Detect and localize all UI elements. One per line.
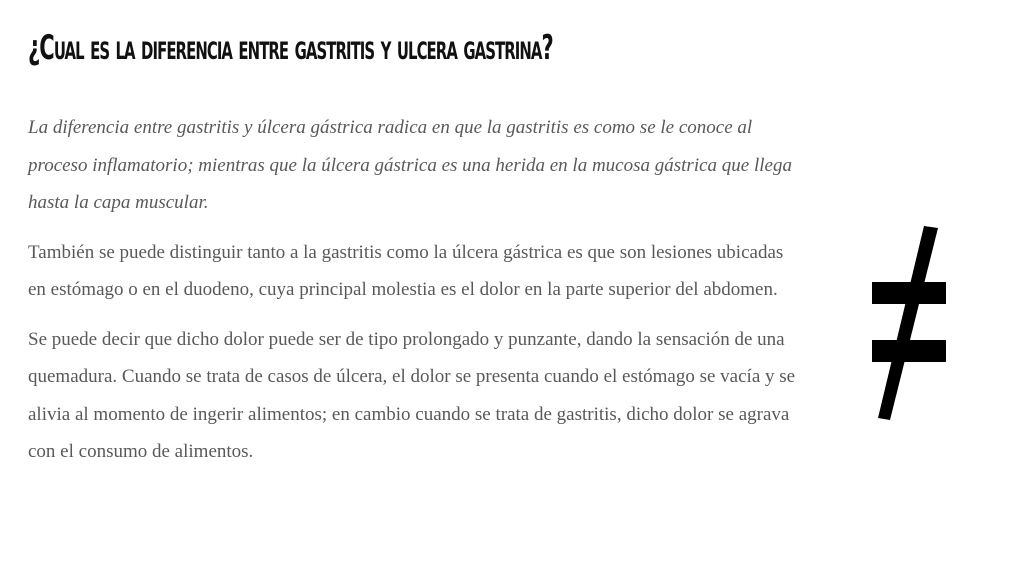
paragraph-pain: Se puede decir que dicho dolor puede ser de tipo prolongado y punzante, dando la sensación de una quemadura. Cuando se trata de casos de úlcera, el dolor se presenta cuando el estómago se vacía y se alivia al momento de ingerir alimentos; en cambio cuando se trata de gastritis, dicho dolor se agrava con el consumo de alimentos.	[28, 328, 796, 462]
slide-title: ¿Cual es la diferencia entre gastritis y ulcera gastrina?	[28, 28, 553, 68]
paragraph-definition: La diferencia entre gastritis y úlcera gástrica radica en que la gastritis es como se le conoce al proceso inflamatorio; mientras que la úlcera gástrica es una herida en la mucosa gástrica que llega hasta la capa muscular.	[28, 117, 792, 213]
slide-body	[28, 109, 798, 483]
not-equal-icon	[862, 222, 958, 424]
paragraph-location: También se puede distinguir tanto a la gastritis como la úlcera gástrica es que son lesiones ubicadas en estómago o en el duodeno, cuya principal molestia es el dolor en la parte superior del abdomen.	[28, 241, 784, 300]
